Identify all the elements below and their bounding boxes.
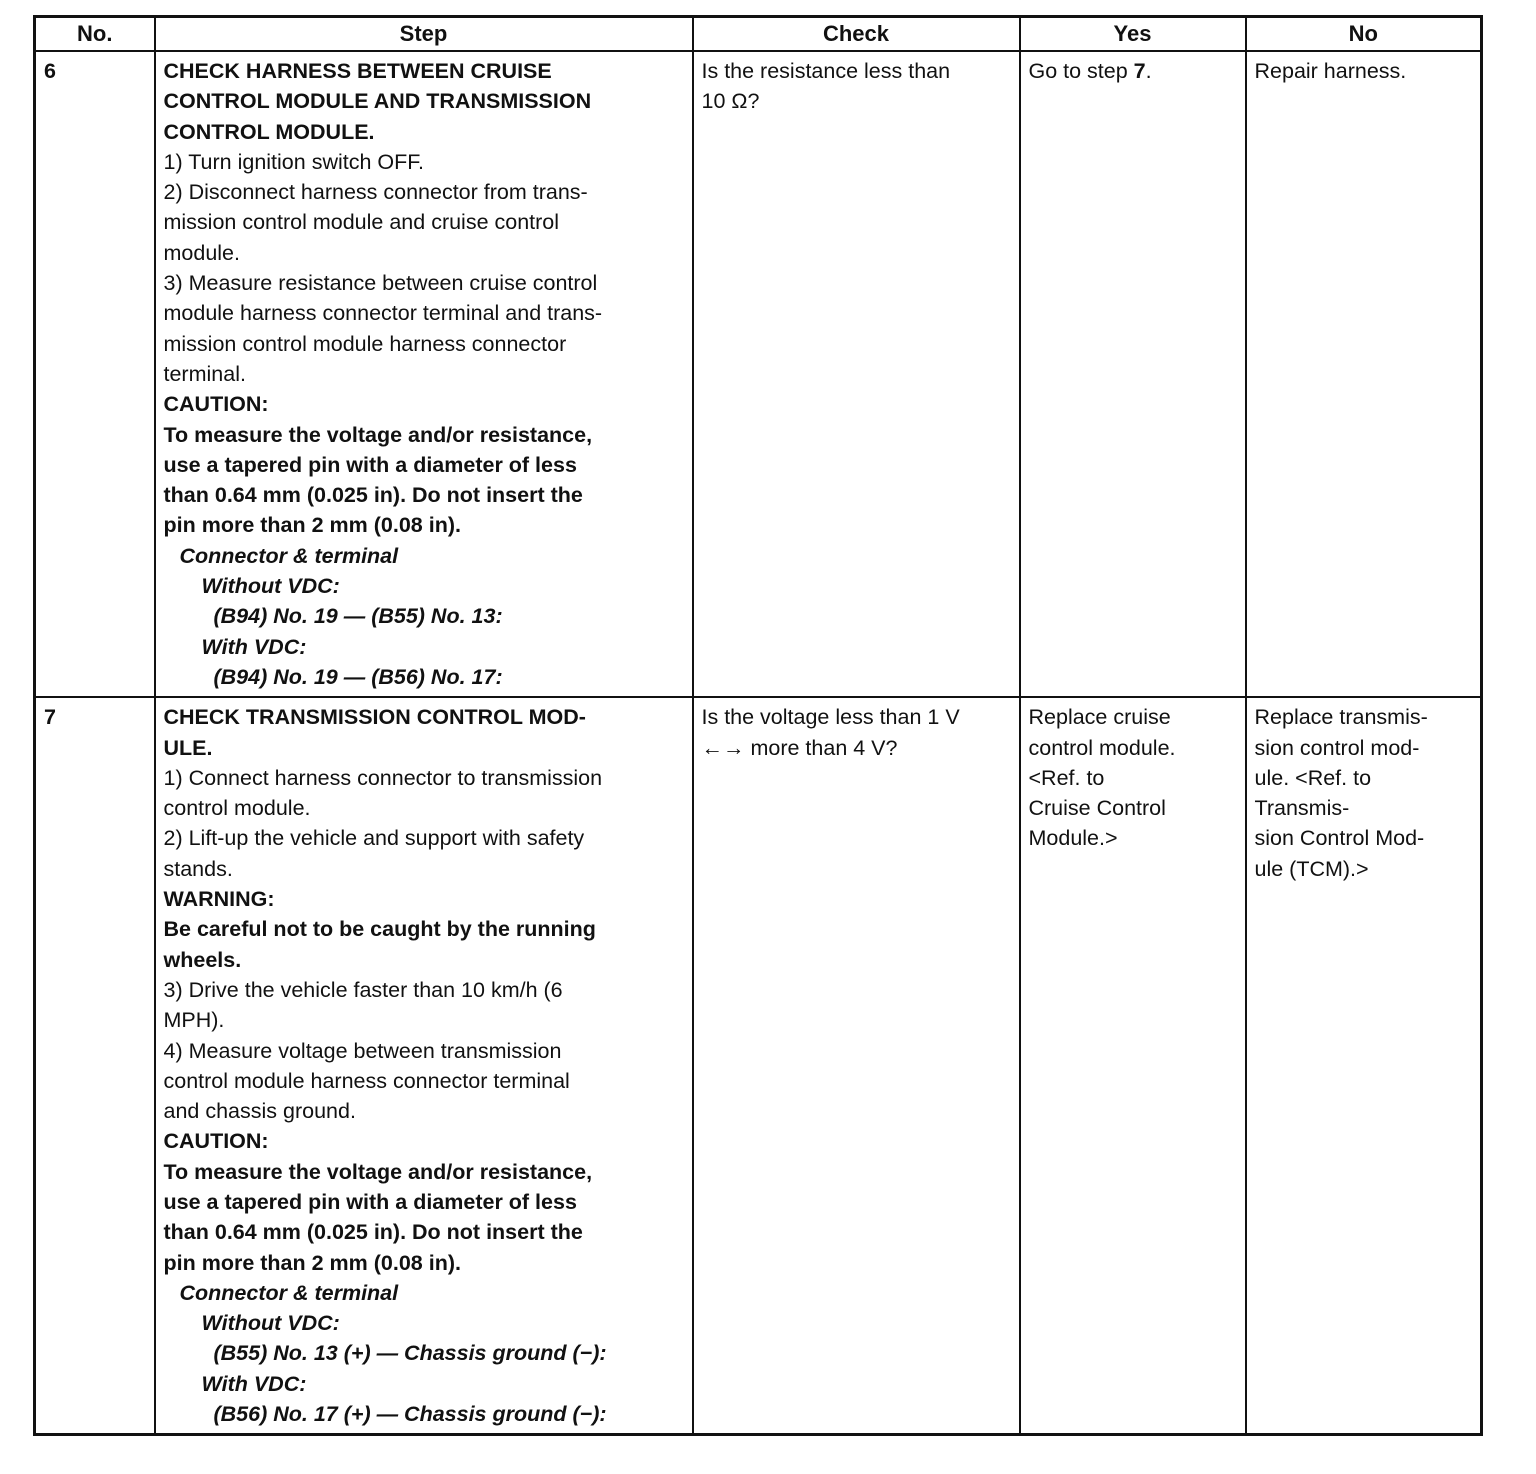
yes-step-number: 7 — [1133, 59, 1146, 83]
step-number: 7 — [35, 697, 155, 1435]
warning-text-line: wheels. — [163, 947, 242, 972]
check-text-line: Is the resistance less than — [701, 59, 951, 83]
header-row — [35, 17, 1482, 52]
no-text-line: sion Control Mod- — [1254, 826, 1425, 851]
yes-text-line: control module. — [1028, 735, 1176, 760]
step-title-line: CHECK TRANSMISSION CONTROL MOD- — [163, 705, 586, 730]
yes-text-line: Cruise Control — [1028, 796, 1166, 821]
step-text-line: 4) Measure voltage between transmission — [163, 1038, 562, 1063]
yes-text-line: <Ref. to — [1028, 765, 1105, 790]
caution-text-line: use a tapered pin with a diameter of less — [163, 1189, 577, 1214]
no-text-line: sion control mod- — [1254, 735, 1420, 760]
step-text-line: MPH). — [163, 1008, 225, 1033]
check-text-line: ←→ more than 4 V? — [701, 735, 898, 760]
header-check: Check — [693, 17, 1020, 52]
header-no: No. — [35, 17, 155, 52]
yes-prefix: Go to step — [1028, 59, 1134, 83]
with-vdc-terminal: (B56) No. 17 (+) — Chassis ground (−): — [213, 1402, 607, 1427]
caution-label: CAUTION: — [163, 1129, 269, 1154]
connector-heading: Connector & terminal — [179, 543, 399, 568]
no-text-line: Repair harness. — [1254, 59, 1407, 83]
connector-heading: Connector & terminal — [179, 1280, 399, 1305]
step-text-line: terminal. — [163, 361, 246, 386]
check-text-line: Is the voltage less than 1 V — [701, 705, 960, 730]
step-text-line: mission control module and cruise control — [163, 210, 560, 235]
check-cell — [693, 697, 1020, 1435]
no-text-line: Replace transmis- — [1254, 705, 1428, 730]
no-cell — [1246, 697, 1482, 1435]
yes-text-line: Module.> — [1028, 826, 1118, 851]
step-text-line: stands. — [163, 856, 233, 881]
caution-label: CAUTION: — [163, 392, 269, 417]
step-text-line: 3) Drive the vehicle faster than 10 km/h (6 — [163, 977, 563, 1002]
step-number: 6 — [35, 51, 155, 697]
table-row — [35, 697, 1482, 1435]
step-cell — [155, 697, 693, 1435]
table-row — [35, 51, 1482, 697]
header-step: Step — [155, 17, 693, 52]
caution-text-line: To measure the voltage and/or resistance, — [163, 422, 593, 447]
step-text-line: mission control module harness connector — [163, 331, 567, 356]
caution-text-line: than 0.64 mm (0.025 in). Do not insert the — [163, 483, 583, 508]
check-text-line: 10 Ω? — [701, 89, 760, 114]
step-text-line: and chassis ground. — [163, 1099, 356, 1124]
step-title-line: ULE. — [163, 735, 213, 760]
step-title-line: CHECK HARNESS BETWEEN CRUISE — [163, 59, 552, 83]
warning-text-line: Be careful not to be caught by the running — [163, 917, 596, 942]
caution-text-line: use a tapered pin with a diameter of less — [163, 452, 577, 477]
with-vdc-terminal: (B94) No. 19 — (B56) No. 17: — [213, 664, 503, 689]
yes-text-line: Replace cruise — [1028, 705, 1171, 730]
yes-suffix: . — [1145, 59, 1152, 83]
caution-text-line: pin more than 2 mm (0.08 in). — [163, 1250, 461, 1275]
caution-text-line: than 0.64 mm (0.025 in). Do not insert the — [163, 1220, 583, 1245]
step-text-line: control module harness connector terminal — [163, 1068, 570, 1093]
without-vdc-label: Without VDC: — [201, 574, 340, 599]
step-text-line: 1) Turn ignition switch OFF. — [163, 149, 424, 174]
without-vdc-terminal: (B94) No. 19 — (B55) No. 13: — [213, 604, 503, 629]
with-vdc-label: With VDC: — [201, 1371, 307, 1396]
step-text-line: module. — [163, 240, 240, 265]
no-text-line: Transmis- — [1254, 796, 1350, 821]
no-text-line: ule (TCM).> — [1254, 856, 1369, 881]
yes-cell — [1020, 51, 1246, 697]
diagnostic-table — [33, 15, 1483, 1436]
no-cell — [1246, 51, 1482, 697]
step-text-line: 2) Lift-up the vehicle and support with safety — [163, 826, 585, 851]
check-cell — [693, 51, 1020, 697]
yes-text — [1029, 59, 1152, 83]
header-no-result: No — [1246, 17, 1482, 52]
yes-cell — [1020, 697, 1246, 1435]
warning-label: WARNING: — [163, 887, 275, 912]
step-cell — [155, 51, 693, 697]
step-text-line: control module. — [163, 796, 311, 821]
step-text-line: 2) Disconnect harness connector from trans- — [163, 180, 588, 205]
with-vdc-label: With VDC: — [201, 634, 307, 659]
step-text-line: module harness connector terminal and trans- — [163, 301, 603, 326]
step-text-line: 1) Connect harness connector to transmission — [163, 765, 603, 790]
without-vdc-terminal: (B55) No. 13 (+) — Chassis ground (−): — [213, 1341, 607, 1366]
caution-text-line: pin more than 2 mm (0.08 in). — [163, 513, 461, 538]
step-title-line: CONTROL MODULE. — [163, 119, 375, 144]
caution-text-line: To measure the voltage and/or resistance, — [163, 1159, 593, 1184]
header-yes: Yes — [1020, 17, 1246, 52]
step-title-line: CONTROL MODULE AND TRANSMISSION — [163, 89, 592, 114]
without-vdc-label: Without VDC: — [201, 1311, 340, 1336]
step-text-line: 3) Measure resistance between cruise control — [163, 271, 598, 296]
no-text-line: ule. <Ref. to — [1254, 765, 1372, 790]
